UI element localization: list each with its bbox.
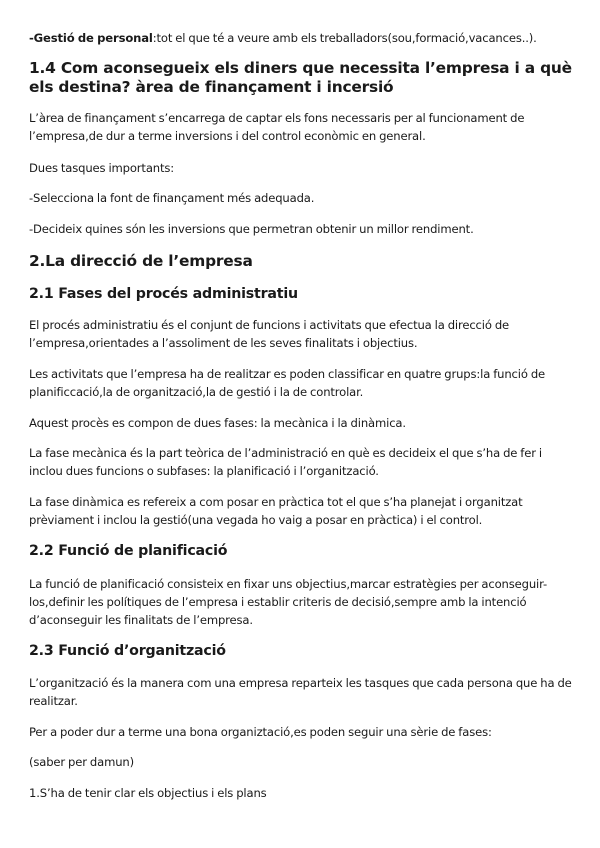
heading-2-3: 2.3 Funció d’organització (29, 643, 226, 659)
paragraph-selecciona: -Selecciona la font de finançament més adequada. (29, 191, 315, 205)
paragraph-saber: (saber per damun) (29, 755, 134, 769)
paragraph-decideix: -Decideix quines són les inversions que permetran obtenir un millor rendiment. (29, 222, 474, 236)
paragraph-fase-1: 1.S’ha de tenir clar els objectius i els plans (29, 786, 267, 800)
heading-2-2: 2.2 Funció de planificació (29, 543, 228, 559)
paragraph-financament: L’àrea de finançament s’encarrega de captar els fons necessaris per al funcionament de l’empresa,de dur a terme inversions i del control econòmic en general. (29, 111, 525, 143)
paragraph-personal (29, 29, 574, 47)
heading-2-1: 2.1 Fases del procés administratiu (29, 286, 298, 302)
heading-1-4: 1.4 Com aconsegueix els diners que necessita l’empresa i a què els destina? àrea de finançament i incersió (29, 59, 572, 96)
paragraph-activitats: Les activitats que l’empresa ha de realitzar es poden classificar en quatre grups:la funció de planificcació,la de organització,la de gestió i la de controlar. (29, 367, 546, 399)
heading-2: 2.La direcció de l’empresa (29, 252, 253, 270)
paragraph-planificacio: La funció de planificació consisteix en fixar uns objectius,marcar estratègies per aconseguir-los,definir les polítiques de l’empresa i establir criteris de decisió,sempre amb la intenció d’aconseguir les finalitats de l’empresa. (29, 577, 548, 627)
paragraph-proces: El procés administratiu és el conjunt de funcions i activitats que efectua la direcció de l’empresa,orientades a l’assoliment de les seves finalitats i objectius. (29, 318, 510, 350)
paragraph-per-a-poder: Per a poder dur a terme una bona organiztació,es poden seguir una sèrie de fases: (29, 725, 492, 739)
paragraph-mecanica: La fase mecànica és la part teòrica de l’administració en què es decideix el que s’ha de fer i inclou dues funcions o subfases: la planificació i l’organització. (29, 446, 542, 478)
paragraph-dinamica: La fase dinàmica es refereix a com posar en pràctica tot el que s’ha planejat i organitzat prèviament i inclou la gestió(una vegada ho vaig a posar en pràctica) i el control. (29, 495, 523, 527)
paragraph-organitzacio: L’organització és la manera com una empresa reparteix les tasques que cada persona que ha de realitzar. (29, 676, 572, 708)
paragraph-aquest: Aquest procès es compon de dues fases: la mecànica i la dinàmica. (29, 416, 406, 430)
paragraph-dues-tasques: Dues tasques importants: (29, 161, 175, 175)
personal-text: :tot el que té a veure amb els treballadors(sou,formació,vacances..). (152, 31, 537, 45)
personal-lead: -Gestió de personal (29, 31, 153, 45)
